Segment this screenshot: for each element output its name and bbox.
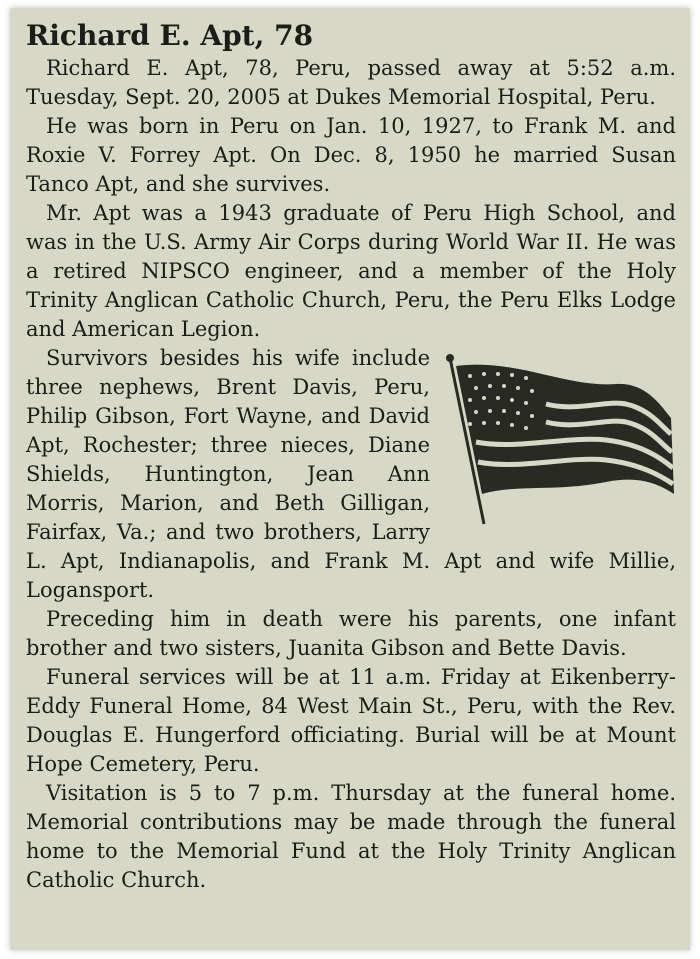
obituary-paragraph-preceded: Preceding him in death were his parents, one infant brother and two sisters, Juanita Gibson and Bette Davis. [26, 607, 676, 660]
obituary-paragraph-visitation: Visitation is 5 to 7 p.m. Thursday at the funeral home. Memorial contributions may be made through the funeral home to the Memorial Fund at the Holy Trinity Anglican Catholic Church. [26, 781, 676, 892]
obituary-headline: Richard E. Apt, 78 [26, 19, 314, 52]
american-flag-icon [444, 352, 676, 534]
obituary-paragraph-birth: He was born in Peru on Jan. 10, 1927, to Frank M. and Roxie V. Forrey Apt. On Dec. 8, 1950 he married Susan Tanco Apt, and she survives. [26, 114, 676, 196]
obituary-paragraph-survivors: Survivors besides his wife include three nephews, Brent Davis, Peru, Philip Gibson, Fort Wayne, and David Apt, Rochester; three nieces, Diane Shields, Huntington, Jean Ann Morris, Marion, and Beth Gilligan, Fairfax, Va.; and two brothers, Larry L. Apt, Indianapolis, and Frank M. Apt and wife Millie, Logansport. [26, 346, 676, 602]
obituary-paragraph-career: Mr. Apt was a 1943 graduate of Peru High School, and was in the U.S. Army Air Corps during World War II. He was a retired NIPSCO engineer, and a member of the Holy Trinity Anglican Catholic Church, Peru, the Peru Elks Lodge and American Legion. [26, 201, 676, 341]
obituary-paragraph-death: Richard E. Apt, 78, Peru, passed away at 5:52 a.m. Tuesday, Sept. 20, 2005 at Dukes Memorial Hospital, Peru. [26, 56, 676, 109]
obituary-paragraph-funeral: Funeral services will be at 11 a.m. Friday at Eikenberry-Eddy Funeral Home, 84 West Main St., Peru, with the Rev. Douglas E. Hungerford officiating. Burial will be at Mount Hope Cemetery, Peru. [26, 665, 676, 776]
obituary-clipping [10, 8, 690, 950]
